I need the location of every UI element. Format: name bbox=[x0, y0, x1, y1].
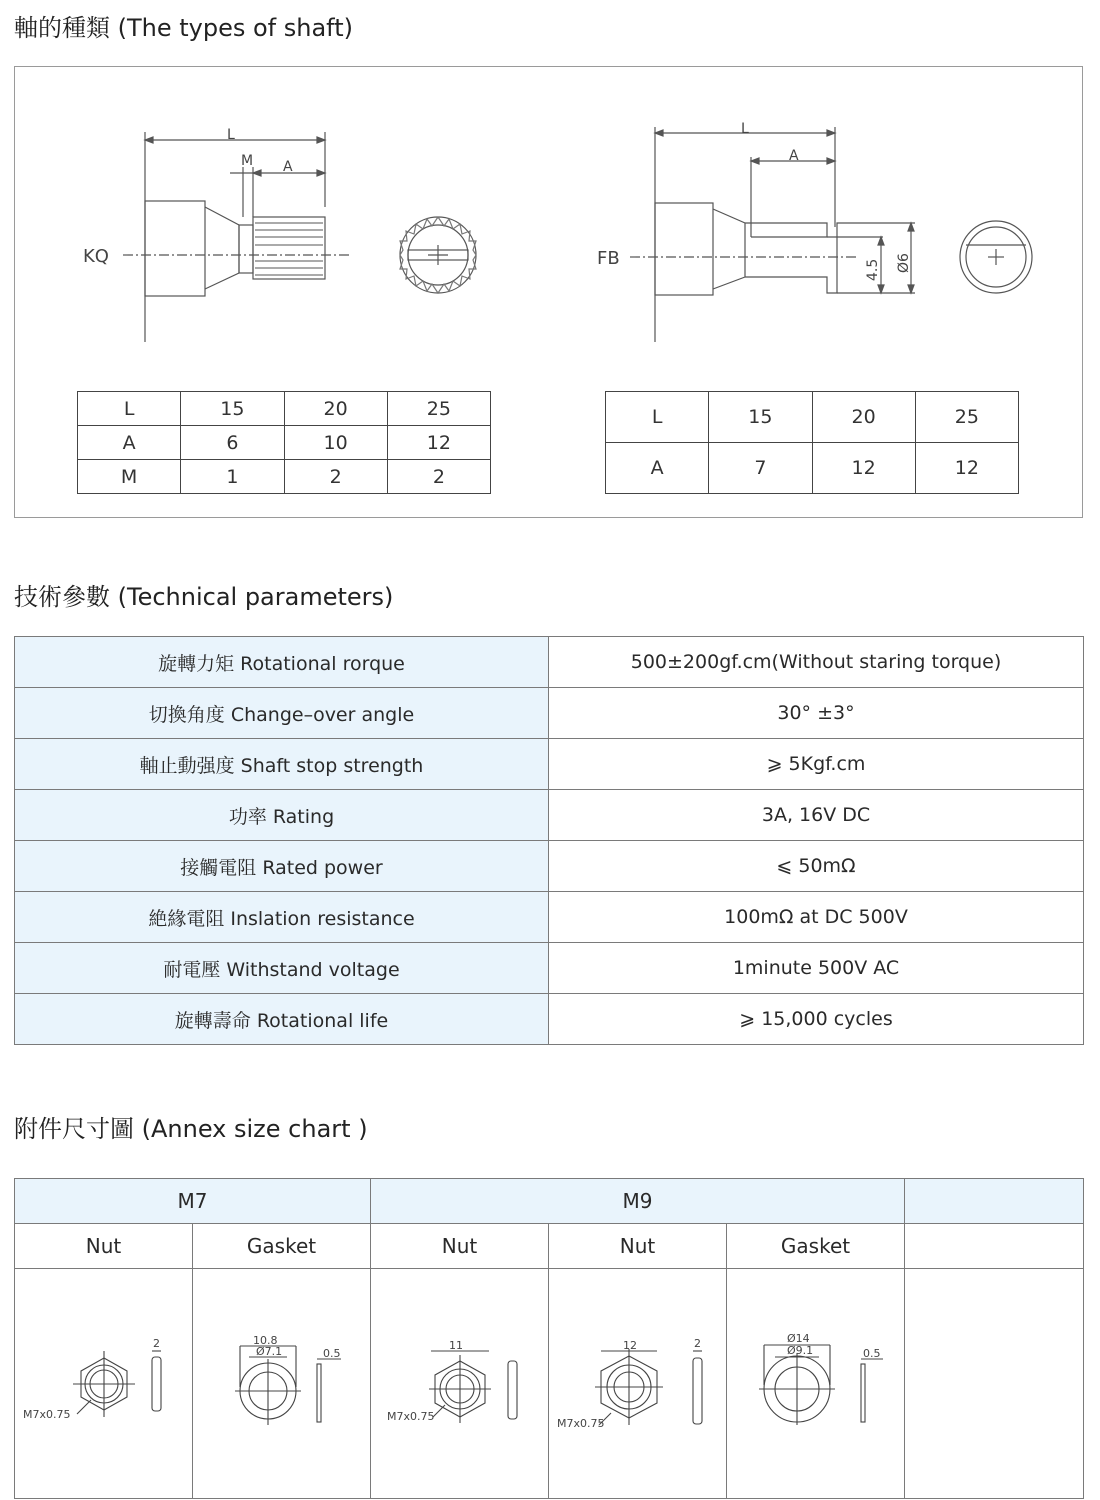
svg-text:Ø14: Ø14 bbox=[787, 1332, 810, 1345]
fb-label: FB bbox=[597, 248, 620, 269]
table-row bbox=[15, 994, 1084, 1045]
param-label: 旋轉力矩 Rotational rorque bbox=[15, 637, 549, 688]
svg-text:2: 2 bbox=[153, 1337, 160, 1350]
table-row bbox=[15, 688, 1084, 739]
table-cell: 15 bbox=[181, 392, 284, 426]
table-cell: 20 bbox=[284, 392, 387, 426]
annex-group-empty bbox=[905, 1179, 1084, 1224]
kq-dim-A: A bbox=[283, 159, 293, 175]
annex-col-header: Nut bbox=[371, 1224, 549, 1269]
param-value: 3A, 16V DC bbox=[549, 790, 1084, 841]
shaft-types-panel bbox=[14, 66, 1083, 518]
table-cell: 2 bbox=[387, 460, 490, 494]
annex-col-header: Nut bbox=[549, 1224, 727, 1269]
technical-parameters-title: 技術參數 (Technical parameters) bbox=[14, 583, 394, 611]
svg-text:2: 2 bbox=[694, 1337, 702, 1350]
param-value: 500±200gf.cm(Without staring torque) bbox=[549, 637, 1084, 688]
annex-col-header: Gasket bbox=[727, 1224, 905, 1269]
empty-cell bbox=[905, 1269, 1084, 1499]
annex-col-header bbox=[905, 1224, 1084, 1269]
svg-text:M7x0.75: M7x0.75 bbox=[23, 1408, 71, 1421]
param-label: 切換角度 Change–over angle bbox=[15, 688, 549, 739]
svg-text:11: 11 bbox=[449, 1339, 464, 1352]
svg-text:12: 12 bbox=[623, 1339, 638, 1352]
param-value: 100mΩ at DC 500V bbox=[549, 892, 1084, 943]
table-cell: 12 bbox=[915, 443, 1018, 494]
table-cell: 25 bbox=[915, 392, 1018, 443]
table-cell: 7 bbox=[709, 443, 812, 494]
table-cell: 2 bbox=[284, 460, 387, 494]
table-cell: 15 bbox=[709, 392, 812, 443]
fb-dim-A: A bbox=[789, 148, 799, 164]
kq-label: KQ bbox=[83, 246, 109, 267]
param-label: 軸止動强度 Shaft stop strength bbox=[15, 739, 549, 790]
annex-col-header: Nut bbox=[15, 1224, 193, 1269]
param-value: ⩾ 5Kgf.cm bbox=[549, 739, 1084, 790]
annex-size-table bbox=[14, 1178, 1084, 1499]
param-value: ⩾ 15,000 cycles bbox=[549, 994, 1084, 1045]
fb-dim-06: Ø6 bbox=[896, 253, 912, 273]
fb-dimension-table bbox=[605, 391, 1019, 494]
table-row bbox=[15, 943, 1084, 994]
kq-dim-M: M bbox=[241, 153, 254, 169]
param-label: 旋轉壽命 Rotational life bbox=[15, 994, 549, 1045]
param-label: 接觸電阻 Rated power bbox=[15, 841, 549, 892]
annex-group-m9: M9 bbox=[371, 1179, 905, 1224]
table-row bbox=[15, 790, 1084, 841]
annex-group-m7: M7 bbox=[15, 1179, 371, 1224]
svg-text:M7x0.75: M7x0.75 bbox=[557, 1417, 605, 1430]
table-row bbox=[15, 892, 1084, 943]
table-cell: A bbox=[78, 426, 181, 460]
svg-text:0.5: 0.5 bbox=[323, 1347, 341, 1360]
svg-text:10.8: 10.8 bbox=[253, 1334, 278, 1347]
kq-shaft-drawing bbox=[123, 132, 476, 342]
svg-text:M7x0.75: M7x0.75 bbox=[387, 1410, 435, 1423]
m7-gasket-drawing bbox=[193, 1269, 371, 1499]
fb-dim-L: L bbox=[741, 121, 749, 137]
m9-gasket-drawing bbox=[727, 1269, 905, 1499]
param-value: ⩽ 50mΩ bbox=[549, 841, 1084, 892]
table-cell: M bbox=[78, 460, 181, 494]
svg-text:Ø7.1: Ø7.1 bbox=[256, 1345, 283, 1358]
table-row bbox=[15, 841, 1084, 892]
svg-text:0.5: 0.5 bbox=[863, 1347, 881, 1360]
m9-nut-b-drawing bbox=[549, 1269, 727, 1499]
table-row bbox=[15, 739, 1084, 790]
svg-text:Ø9.1: Ø9.1 bbox=[787, 1344, 814, 1357]
annex-col-header: Gasket bbox=[193, 1224, 371, 1269]
table-cell: A bbox=[606, 443, 709, 494]
kq-dimension-table bbox=[77, 391, 491, 494]
table-cell: 25 bbox=[387, 392, 490, 426]
table-cell: 1 bbox=[181, 460, 284, 494]
param-value: 1minute 500V AC bbox=[549, 943, 1084, 994]
table-cell: L bbox=[78, 392, 181, 426]
m7-nut-drawing bbox=[15, 1269, 193, 1499]
param-label: 耐電壓 Withstand voltage bbox=[15, 943, 549, 994]
table-cell: 20 bbox=[812, 392, 915, 443]
table-cell: L bbox=[606, 392, 709, 443]
table-cell: 6 bbox=[181, 426, 284, 460]
param-label: 絶緣電阻 Inslation resistance bbox=[15, 892, 549, 943]
param-label: 功率 Rating bbox=[15, 790, 549, 841]
table-cell: 10 bbox=[284, 426, 387, 460]
fb-dim-4-5: 4.5 bbox=[865, 258, 881, 281]
table-row bbox=[15, 637, 1084, 688]
fb-shaft-drawing bbox=[630, 127, 1032, 342]
table-cell: 12 bbox=[812, 443, 915, 494]
m9-nut-a-drawing bbox=[371, 1269, 549, 1499]
shaft-types-title: 軸的種類 (The types of shaft) bbox=[14, 14, 353, 42]
annex-size-chart-title: 附件尺寸圖 (Annex size chart ) bbox=[14, 1115, 368, 1143]
kq-dim-L: L bbox=[227, 127, 235, 143]
param-value: 30° ±3° bbox=[549, 688, 1084, 739]
table-cell: 12 bbox=[387, 426, 490, 460]
technical-parameters-table bbox=[14, 636, 1084, 1045]
